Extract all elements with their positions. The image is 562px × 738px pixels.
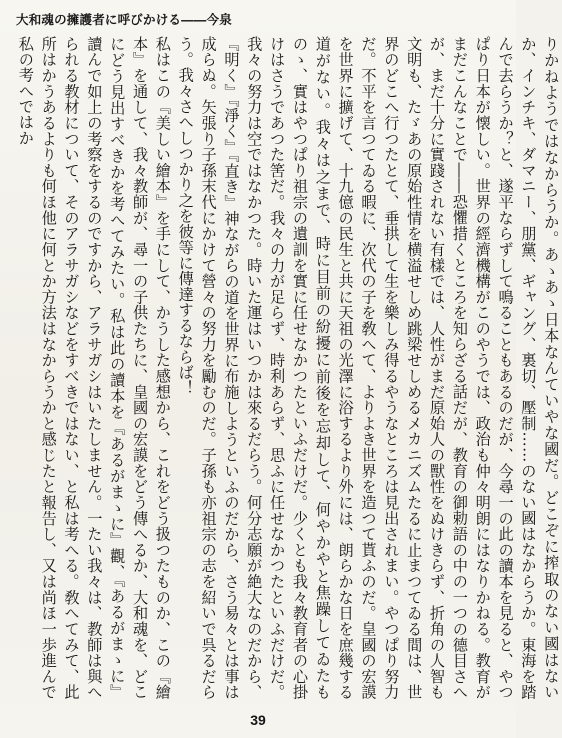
body-paragraph: 私はこの『美しい繪本』を手にして、かうした感想から、これをどう扱つたものか、この『繪本』を通して、我々教師が、尋一の子供たちに、皇國の宏謨をどう傳へるか、大和魂を、どこにどう見出すべきかを考へてみたい。私は此の讀本を『あるがまゝに』觀、『あるがまゝに』讀んで如上の考察をするのですから、アラサガシはいたしません。一たい我々は、教師は與へられる教材について、そのアラサガシなどをすべきではない、と私は考へる。敎へてみて、此所はかうあるよりも何ほ他に何とか方法はなからうかと感じたと報告し、又は尚ほ一歩進んで私の考へではか <box>16 36 172 700</box>
running-header: 大和魂の擁護者に呼びかける――今泉 <box>16 12 232 27</box>
page-number: 39 <box>250 712 266 728</box>
body-paragraph: りかねようではなからうか。あゝあゝ日本なんていやな國だ。どこぞに搾取のない國はないか、インチキ、ダマニー、朋黨、ギャング、裏切、壓制……のない國はなからうか。東海を踏んで去らうか？と、遂平ならずして鳴ることもあるのだが、今尋一の此の讀本を見ると、やつぱり日本が懐しい。世界の經濟機構がこのやうでは、政治も仲々明朗にはなりかねる。教育がまだこんなことで――恐懼措くところを知らざる話だが、教育の御勅語の中の一つの德目さへが、まだ十分に實踐されない有樣では、人性がまだ原始人の獸性をぬけきらず、折角の人智も文明も、たゞあの原始性情を横溢せしめ跳梁せしめるメカニズムたるに止まつてゐる間は、世界のどこへ行つたとて、垂拱して生を樂しみ得るやうなところは見出されまい。やつぱり努力だ。不平を言つてゐる暇に、次代の子を敎へて、よりよき世界を造つて貰ふのだ。皇國の宏謨を世界に擴げて、十九億の民生と共に天祖の光澤に浴するより外には、朗らかな日を庶幾する道がない。我々は之まで、時に目前の紛擾に前後を忘却して、何やかやと焦躁してゐたものゝ、實はやつぱり祖宗の遺訓を實に任せなかつたといふだけだ。少くとも我々教育者の心掛けはさうであつた筈だ。我々の力が足らず、時利あらず、思ふに任せなかつたといふだけだ。我々の努力は空ではなかつた。時いた運はいつかは來るだらう。何分志願が絶大なのだから、『明く』『淨く』『直き』神ながらの道を世界に布施しようといふのだから、さう易々とは事は成らぬ。矢張り子孫末代にかけて營々の努力を勵むのだ。子孫も亦祖宗の志を紹いで呉るだらう。我々さへしつかり之を彼等に傳達するならば！ <box>176 36 561 700</box>
body-text-area <box>14 36 561 700</box>
vertical-body-text <box>14 36 562 700</box>
